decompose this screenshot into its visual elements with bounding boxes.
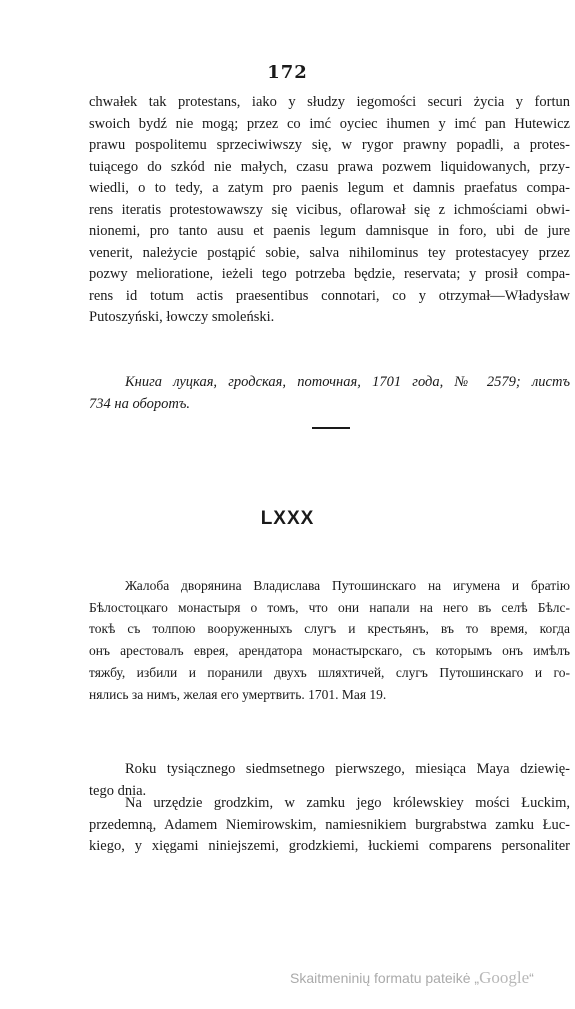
summary-line: онъ арестовалъ еврея, арендатора монастырскаго, съ которымъ онъ имѣлъ	[89, 643, 570, 659]
source-line: Книга луцкая, гродская, поточная, 1701 года, № 2579; листъ	[125, 374, 570, 390]
text-line: tego dnia.	[89, 782, 147, 799]
text-line: Na urzędzie grodzkim, w zamku jego królewskiey mości Łuckim,	[125, 795, 570, 811]
source-line: 734 на оборотъ.	[89, 395, 190, 412]
watermark-close-quote: “	[529, 970, 534, 986]
body-paragraph	[89, 793, 570, 858]
page-number: 172	[267, 62, 308, 83]
text-line: chwałek tak protestans, iako y słudzy iegomości securi życia y fortun	[89, 94, 570, 110]
text-line: nionemi, pro tanto ausu et paenis legum damnisque in foro, ubi de jure	[89, 223, 570, 239]
google-brand: Google	[479, 968, 530, 987]
text-line: swoich bydź nie mogą; przez co imć oyciec ihumen y imć pan Hutewicz	[89, 115, 570, 132]
text-line: prawu pospolitemu sprzeciwiwszy się, w rygor prawny popadli, a protes-	[89, 137, 570, 153]
source-note	[89, 372, 570, 415]
section-divider	[312, 427, 350, 429]
summary-line: нялись за нимъ, желая его умертвить. 1701. Мая 19.	[89, 686, 387, 702]
text-line: tuiącego do szkód nie małych, czasu prawa pozwem liquidowanych, przy-	[89, 158, 570, 175]
digitization-watermark	[290, 968, 534, 988]
text-line: wiedli, o to tedy, a zatym pro paenis legum et damnis praefatus compa-	[89, 180, 570, 196]
document-summary	[89, 575, 570, 705]
text-line: Roku tysiącznego siedmsetnego pierwszego, miesiąca Maya dziewię-	[125, 761, 570, 777]
text-line: przedemną, Adamem Niemirowskim, namiesnikiem burgrabstwa zamku Łuc-	[89, 816, 570, 833]
text-line: pozwy melioratione, ieżeli tego potrzeba będzie, reservata; y prosił compa-	[89, 266, 570, 282]
text-line: venerit, należycie postąpić sobie, salva nihilominus tey protestacyey przez	[89, 244, 570, 261]
text-line: rens id totum actis praesentibus connotari, co y otrzymał—Władysław	[89, 287, 570, 304]
text-line: kiego, y xięgami niniejszemi, grodzkiemi, łuckiemi comparens personaliter	[89, 838, 570, 854]
protest-paragraph	[89, 92, 570, 329]
summary-line: Бѣлостоцкаго монастыря о томъ, что они напали на него въ селѣ Бѣлс-	[89, 599, 570, 615]
summary-line: Жалоба дворянина Владислава Путошинскаго на игумена и братію	[125, 578, 570, 593]
text-line: rens iteratis protestowawszy się vicibus, oflarował się z ichmościami obwi-	[89, 201, 570, 218]
summary-line: токѣ съ толпою вооруженныхъ слугъ и крестьянъ, въ то время, когда	[89, 621, 570, 637]
section-heading: LXXX	[260, 508, 315, 529]
summary-line: тяжбу, избили и поранили двухъ шляхтичей, слугъ Путошинскаго и го-	[89, 664, 570, 680]
watermark-text: Skaitmeninių formatu pateikė „	[290, 970, 480, 986]
text-line: Putoszyński, łowczy smoleński.	[89, 309, 275, 325]
